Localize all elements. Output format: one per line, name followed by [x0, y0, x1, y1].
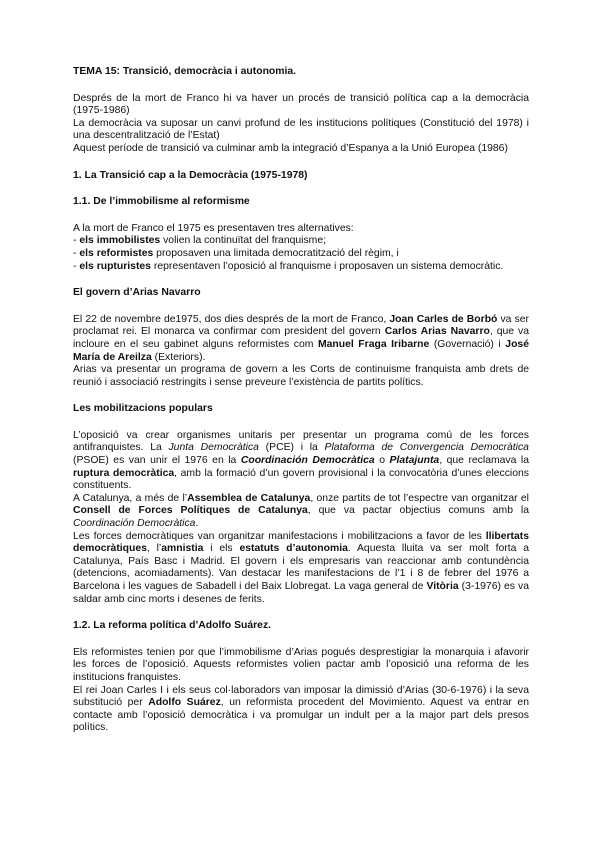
alternatives-block [73, 223, 529, 273]
alternatives-lead: A la mort de Franco el 1975 es presentaven tres alternatives: [73, 222, 354, 234]
reforma-paragraph-2: El rei Joan Carles I i els seus col·laboradors van imposar la dimissió d’Arias (30-6-1976) i la seva substitució per Adolfo Suárez, un reformista procedent del Movimiento. Aquest va entrar en contacte amb l’oposició democràtica i va promulgar un indult per a la major part dels presos polítics. [73, 684, 529, 734]
document-page [73, 66, 529, 735]
intro-paragraph-3: Aquest període de transició va culminar amb la integració d’Espanya a la Unió Europea (1986) [73, 142, 508, 154]
section-1-title: 1. La Transició cap a la Democràcia (1975-1978) [73, 169, 308, 181]
section-1-1-title: 1.1. De l’immobilisme al reformisme [73, 196, 250, 208]
govern-paragraph-1: El 22 de novembre de1975, dos dies després de la mort de Franco, Joan Carles de Borbó va ser proclamat rei. El monarca va confirmar com president del govern Carlos Arias Navarro, que va incloure en el seu gabinet alguns reformistes com Manuel Fraga Iribarne (Governació) i José María de Areilza (Exteriors). [73, 313, 529, 363]
intro-paragraph-1: Després de la mort de Franco hi va haver un procés de transició política cap a la democràcia (1975-1986) [73, 92, 529, 117]
alternative-item: - els rupturistes representaven l’oposició al franquisme i proposaven un sistema democràtic. [73, 260, 504, 272]
mobilitzacions-paragraph-2: A Catalunya, a més de l’Assemblea de Catalunya, onze partits de tot l’espectre van organitzar el Consell de Forces Polítiques de Catalunya, que va pactar objectius comuns amb la Coordinación Democràtica. [73, 492, 529, 530]
reforma-paragraph-1: Els reformistes tenien por que l’immobilisme d’Arias pogués desprestigiar la monarquia i afavorir les forces de l’oposició. Aquests reformistes volien pactar amb l’oposició una reforma de les institucions franquistes. [73, 646, 529, 683]
alternative-item: - els reformistes proposaven una limitada democratització del règim, i [73, 247, 399, 259]
govern-paragraph-2: Arias va presentar un programa de govern a les Corts de continuisme franquista amb drets de reunió i associació restringits i sense preveure l’existència de partits polítics. [73, 364, 529, 388]
section-1-2-title: 1.2. La reforma política d’Adolfo Suárez. [73, 620, 272, 632]
alternative-item: - els immobilistes volien la continuïtat del franquisme; [73, 235, 326, 247]
document-title: TEMA 15: Transició, democràcia i autonomia. [73, 66, 297, 77]
govern-title: El govern d’Arias Navarro [73, 287, 201, 299]
mobilitzacions-title: Les mobilitzacions populars [73, 403, 213, 415]
mobilitzacions-paragraph-3: Les forces democràtiques van organitzar manifestacions i mobilitzacions a favor de les llibertats democràtiques, l’amnistia i els estatuts d’autonomia. Aquesta lluita va ser molt forta a Catalunya, País Basc i Madrid. El govern i els empresaris van reaccionar amb contundència (detencions, acomiadaments). Van destacar les manifestacions de l’1 i 8 de febrer del 1976 a Barcelona i les vagues de Sabadell i del Baix Llobregat. La vaga general de Vitòria (3-1976) es va saldar amb cinc morts i desenes de ferits. [73, 530, 529, 605]
intro-paragraph-2: La democràcia va suposar un canvi profund de les institucions polítiques (Constitució del 1978) i una descentralització de l’Estat) [73, 117, 529, 142]
mobilitzacions-paragraph-1: L’oposició va crear organismes unitaris per presentar un programa comú de les forces antifranquistes. La Junta Democràtica (PCE) i la Plataforma de Convergencia Democràtica (PSOE) es van unir el 1976 en la Coordinación Democràtica o Platajunta, que reclamava la ruptura democràtica, amb la formació d’un govern provisional i la convocatòria d’unes eleccions constituents. [73, 429, 529, 492]
